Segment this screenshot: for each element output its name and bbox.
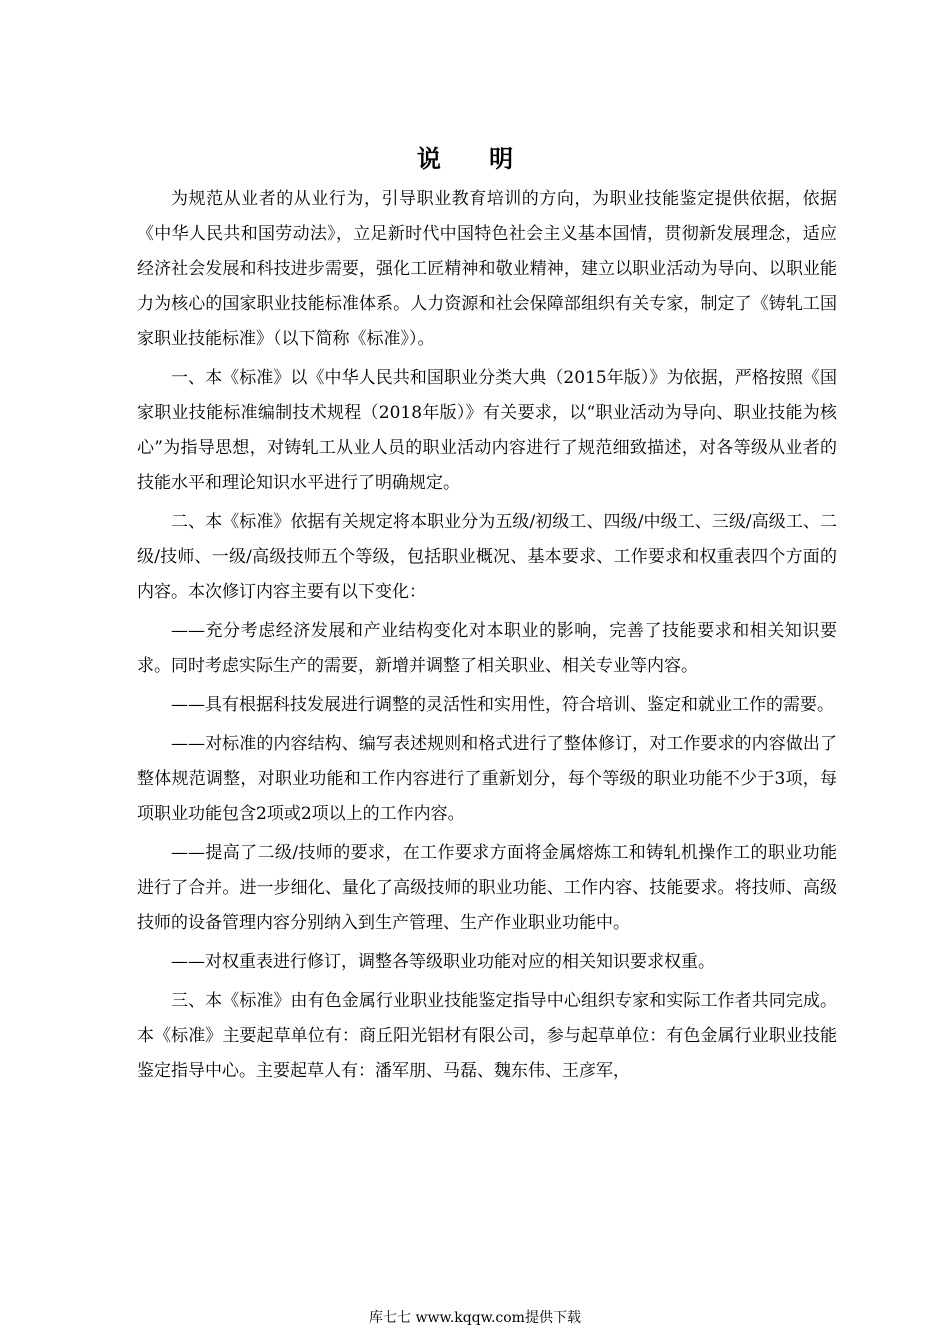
paragraph-change-4: ——提高了二级/技师的要求，在工作要求方面将金属熔炼工和铸轧机操作工的职业功能进行了合并。进一步细化、量化了高级技师的职业功能、工作内容、技能要求。将技师、高级技师的设备管理内容分别纳入到生产管理、生产作业职业功能中。	[137, 843, 837, 933]
paragraph-intro: 为规范从业者的从业行为，引导职业教育培训的方向，为职业技能鉴定提供依据，依据《中华人民共和国劳动法》，立足新时代中国特色社会主义基本国情，贯彻新发展理念，适应经济社会发展和科技进步需要，强化工匠精神和敬业精神，建立以职业活动为导向、以职业能力为核心的国家职业技能标准体系。人力资源和社会保障部组织有关专家，制定了《铸轧工国家职业技能标准》（以下简称《标准》）。	[137, 189, 837, 349]
paragraph-item-2: 二、本《标准》依据有关规定将本职业分为五级/初级工、四级/中级工、三级/高级工、二级/技师、一级/高级技师五个等级，包括职业概况、基本要求、工作要求和权重表四个方面的内容。本次修订内容主要有以下变化：	[137, 512, 837, 602]
page-title: 说 明	[416, 145, 534, 173]
paragraph-change-3: ——对标准的内容结构、编写表述规则和格式进行了整体修订，对工作要求的内容做出了整体规范调整，对职业功能和工作内容进行了重新划分，每个等级的职业功能不少于3项，每项职业功能包含2项或2项以上的工作内容。	[137, 734, 837, 824]
paragraph-change-2: ——具有根据科技发展进行调整的灵活性和实用性，符合培训、鉴定和就业工作的需要。	[171, 695, 834, 715]
paragraph-change-1: ——充分考虑经济发展和产业结构变化对本职业的影响，完善了技能要求和相关知识要求。同时考虑实际生产的需要，新增并调整了相关职业、相关专业等内容。	[137, 621, 837, 676]
paragraph-item-3: 三、本《标准》由有色金属行业职业技能鉴定指导中心组织专家和实际工作者共同完成。本《标准》主要起草单位有：商丘阳光铝材有限公司，参与起草单位：有色金属行业职业技能鉴定指导中心。主要起草人有：潘军朋、马磊、魏东伟、王彦军，	[137, 991, 837, 1081]
paragraph-change-5: ——对权重表进行修订，调整各等级职业功能对应的相关知识要求权重。	[171, 952, 715, 972]
paragraph-item-1: 一、本《标准》以《中华人民共和国职业分类大典（2015年版）》为依据，严格按照《国家职业技能标准编制技术规程（2018年版）》有关要求，以“职业活动为导向、职业技能为核心”为指导思想，对铸轧工从业人员的职业活动内容进行了规范细致描述，对各等级从业者的技能水平和理论知识水平进行了明确规定。	[137, 368, 837, 493]
document-body	[137, 182, 837, 1089]
footer-download-note: 库七七 www.kqqw.com提供下载	[369, 1310, 581, 1326]
